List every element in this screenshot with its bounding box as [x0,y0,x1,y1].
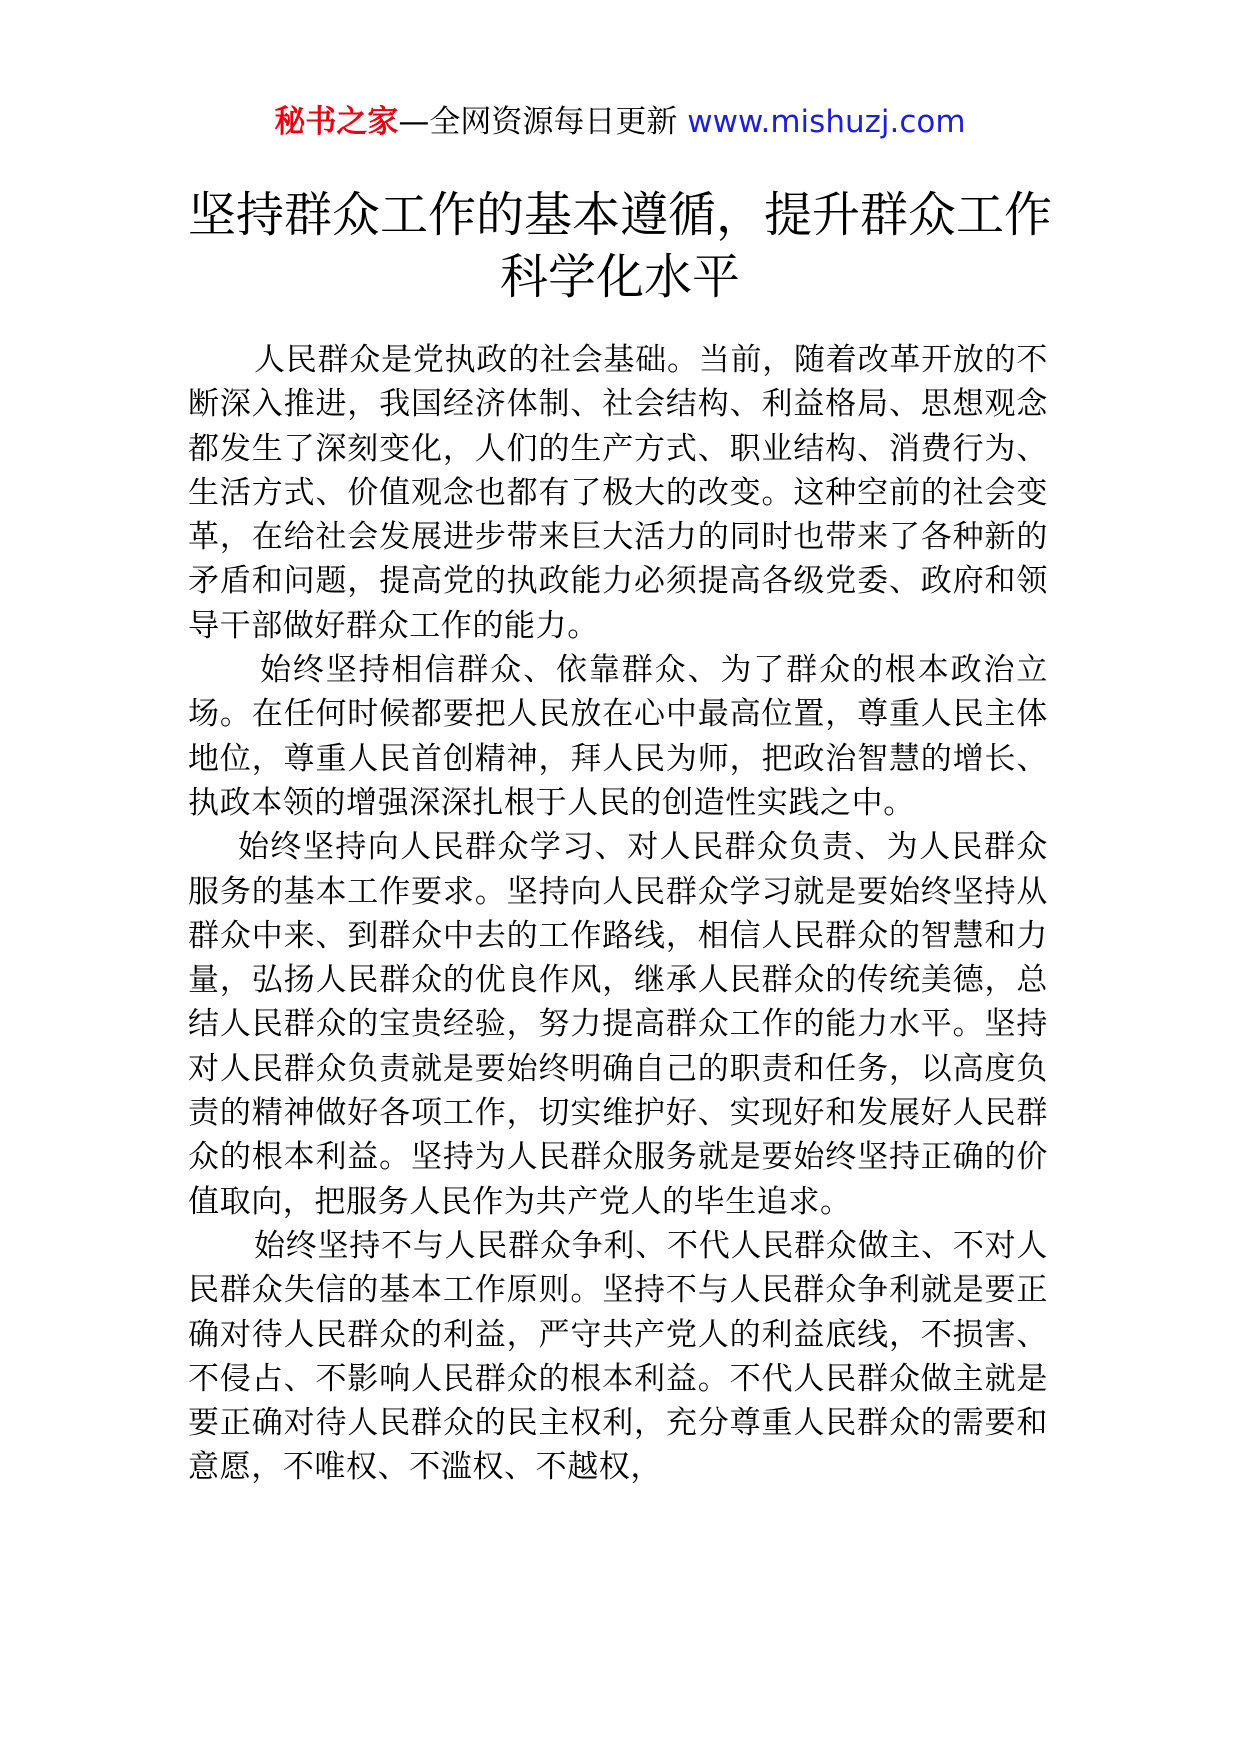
paragraph-3: 始终坚持向人民群众学习、对人民群众负责、为人民群众服务的基本工作要求。坚持向人民群众学习就是要始终坚持从群众中来、到群众中去的工作路线，相信人民群众的智慧和力量，弘扬人民群众的优良作风，继承人民群众的传统美德，总结人民群众的宝贵经验，努力提高群众工作的能力水平。坚持对人民群众负责就是要始终明确自己的职责和任务，以高度负责的精神做好各项工作，切实维护好、实现好和发展好人民群众的根本利益。坚持为人民群众服务就是要始终坚持正确的价值取向，把服务人民作为共产党人的毕生追求。 [188,829,1048,1220]
site-url-link[interactable]: www.mishuzj.com [687,104,966,140]
paragraph-4: 始终坚持不与人民群众争利、不代人民群众做主、不对人民群众失信的基本工作原则。坚持不与人民群众争利就是要正确对待人民群众的利益，严守共产党人的利益底线，不损害、不侵占、不影响人民群众的根本利益。不代人民群众做主就是要正确对待人民群众的民主权利，充分尊重人民群众的需要和意愿，不唯权、不滥权、不越权， [188,1227,1048,1486]
paragraph-1: 人民群众是党执政的社会基础。当前，随着改革开放的不断深入推进，我国经济体制、社会结构、利益格局、思想观念都发生了深刻变化，人们的生产方式、职业结构、消费行为、生活方式、价值观念也都有了极大的改变。这种空前的社会变革，在给社会发展进步带来巨大活力的同时也带来了各种新的矛盾和问题，提高党的执政能力必须提高各级党委、政府和领导干部做好群众工作的能力。 [188,342,1048,644]
document-body [188,338,1048,1490]
paragraph-2: 始终坚持相信群众、依靠群众、为了群众的根本政治立场。在任何时候都要把人民放在心中最高位置，尊重人民主体地位，尊重人民首创精神，拜人民为师，把政治智慧的增长、执政本领的增强深深扎根于人民的创造性实践之中。 [188,652,1048,821]
title-line-1: 坚持群众工作的基本遵循，提升群众工作 [187,187,1052,243]
header-tagline: —全网资源每日更新 [398,104,678,140]
brand-name: 秘书之家 [274,104,399,140]
document-title [150,184,1090,308]
site-header [0,100,1240,144]
title-line-2: 科学化水平 [499,249,740,305]
